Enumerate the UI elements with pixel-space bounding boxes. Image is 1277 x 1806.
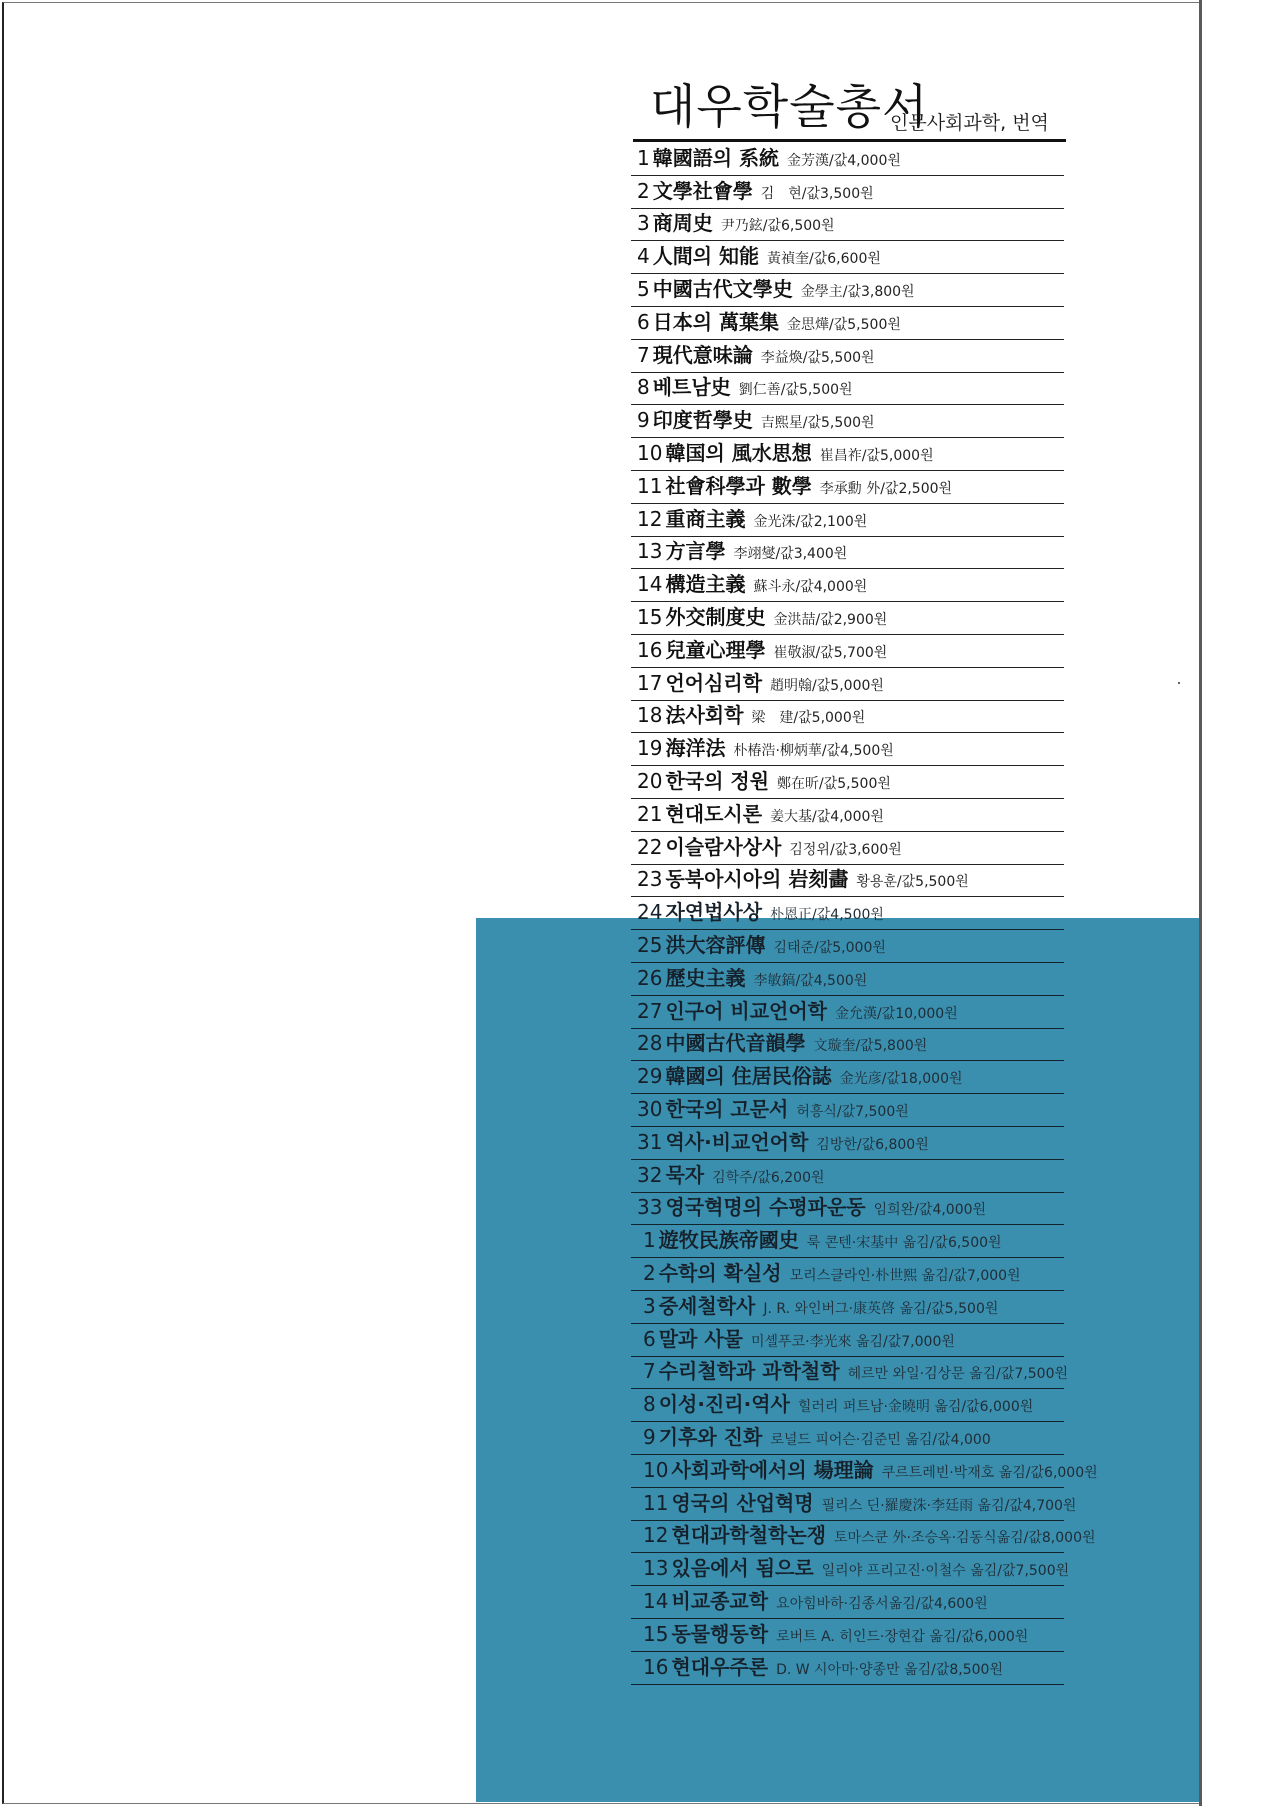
item-author-price: 허흥식/값7,500원 [796,1103,909,1120]
item-number: 13 [643,1556,669,1581]
item-number: 6 [637,309,650,334]
list-item [631,274,1064,307]
item-title: 현대우주론 [671,1654,769,1679]
item-author-price: 尹乃鉉/값6,500원 [720,218,835,235]
item-title: 中國古代文學史 [652,276,793,301]
list-item [631,1061,1064,1094]
list-item-text [637,1191,986,1220]
item-title: 方言學 [665,539,726,564]
item-number: 29 [637,1064,663,1089]
item-number: 24 [637,900,663,925]
item-author-price: 김학주/값6,200원 [712,1169,825,1186]
item-author-price: 吉熙星/값5,500원 [760,415,875,432]
item-title: 역사·비교언어학 [665,1129,809,1154]
list-item [631,1488,1077,1521]
item-author-price: 미셸푸코·李光來 옮김/값7,000원 [750,1333,955,1350]
item-number: 7 [637,342,650,367]
book-list [631,143,1064,897]
speck-mark [1178,682,1180,684]
item-number: 16 [643,1654,669,1679]
item-number: 3 [643,1293,656,1318]
item-author-price: 趙明翰/값5,000원 [770,677,884,694]
item-title: 현대도시론 [665,801,763,826]
list-item [631,832,1064,865]
item-number: 14 [637,572,663,597]
item-author-price: 일리야 프리고진·이철수 옮김/값7,500원 [821,1563,1070,1580]
list-item-text [643,1618,1028,1647]
item-author-price: 李承勳 外/값2,500원 [819,480,953,497]
list-item-text [643,1552,1069,1581]
item-author-price: 金允漢/값10,000원 [834,1005,958,1022]
item-title: 洪大容評傳 [665,932,766,957]
item-title: 인구어 비교언어학 [665,998,827,1023]
item-author-price: 힐러리 퍼트남·金曉明 옮김/값6,000원 [797,1399,1034,1416]
list-item-text [637,404,875,433]
item-number: 17 [637,670,663,695]
item-author-price: 文璇奎/값5,800원 [813,1038,928,1055]
list-item-text [643,1257,1021,1286]
item-number: 28 [637,1031,663,1056]
list-item-text [643,1421,991,1450]
list-item [631,799,1064,832]
list-item [631,635,1064,668]
list-item [631,307,1064,340]
item-number: 18 [637,703,663,728]
list-item [631,1127,1064,1160]
list-item-text [643,1585,988,1614]
item-title: 重商主義 [665,506,746,531]
list-item-text [637,634,887,663]
item-title: 영국혁명의 수평파운동 [665,1195,866,1220]
item-title: 日本의 萬葉集 [652,309,780,334]
list-item [631,668,1064,701]
item-author-price: 崔敬淑/값5,700원 [773,644,888,661]
item-author-price: 로버트 A. 히인드·장현갑 옮김/값6,000원 [776,1628,1029,1645]
list-item-text [637,1126,929,1155]
item-number: 22 [637,834,663,859]
item-author-price: 김 현/값3,500원 [760,185,874,202]
item-title: 말과 사물 [658,1326,743,1351]
item-title: 遊牧民族帝國史 [658,1228,799,1253]
item-number: 31 [637,1129,663,1154]
item-title: 兒童心理學 [665,637,766,662]
list-item-text [637,732,894,761]
item-number: 19 [637,736,663,761]
list-item [631,504,1064,537]
item-title: 사회과학에서의 場理論 [671,1457,874,1482]
item-author-price: 로널드 피어슨·김준민 옮김/값4,000 [770,1431,991,1448]
list-item [631,865,1064,898]
list-item-text [643,1355,1068,1384]
item-number: 2 [643,1260,656,1285]
list-item-text [637,503,867,532]
item-title: 中國古代音韻學 [665,1031,806,1056]
list-item [631,1258,1064,1291]
list-item-text [637,437,934,466]
item-title: 기후와 진화 [658,1424,763,1449]
item-number: 15 [643,1621,669,1646]
list-item-text [637,798,884,827]
item-title: 社會科學과 數學 [665,473,812,498]
item-author-price: 劉仁善/값5,500원 [738,382,853,399]
item-title: 한국의 고문서 [665,1096,789,1121]
item-number: 20 [637,768,663,793]
list-item-text [637,142,901,171]
list-item [631,1225,1064,1258]
item-title: 이슬람사상사 [665,834,782,859]
translation-list [631,1225,1098,1684]
list-item [631,733,1064,766]
list-item [631,143,1064,176]
item-author-price: 李翊燮/값3,400원 [733,546,848,563]
item-title: 商周史 [652,211,713,236]
item-author-price: 李敏鎬/값4,500원 [753,972,868,989]
list-item [631,996,1064,1029]
series-subtitle: 인문사회과학, 번역 [890,112,1049,134]
item-number: 11 [643,1490,669,1515]
list-item [631,1160,1064,1193]
list-item-text [637,765,891,794]
item-number: 11 [637,473,663,498]
list-item-text [637,601,887,630]
item-title: 중세철학사 [658,1293,756,1318]
list-item-text [643,1323,955,1352]
list-item [631,602,1064,635]
item-title: 이성·진리·역사 [658,1392,790,1417]
item-author-price: 金芳漢/값4,000원 [787,152,901,169]
item-author-price: 김태준/값5,000원 [773,939,886,956]
list-item-text [637,667,884,696]
list-item-text [637,929,886,958]
item-author-price: 룩 콘텐·宋基中 옮김/값6,500원 [806,1235,1002,1252]
list-item-text [637,470,952,499]
item-author-price: 임희완/값4,000원 [873,1202,987,1219]
item-number: 12 [637,506,663,531]
list-item [631,438,1064,471]
list-item [631,1094,1064,1127]
item-title: 한국의 정원 [665,768,770,793]
list-item [631,537,1064,570]
list-item-text [637,863,969,892]
item-title: 영국의 산업혁명 [671,1490,814,1515]
list-item [631,176,1064,209]
item-title: 歷史主義 [665,965,746,990]
item-title: 文學社會學 [652,178,753,203]
item-title: 비교종교학 [671,1588,769,1613]
item-author-price: D. W 시아마·양종만 옮김/값8,500원 [776,1661,1003,1678]
item-title: 묵자 [665,1162,705,1187]
item-number: 1 [637,145,650,170]
list-item-text [637,207,835,236]
list-item [631,1652,1064,1685]
item-number: 15 [637,604,663,629]
item-number: 9 [637,408,650,433]
list-item-text [637,831,902,860]
list-item [631,209,1064,242]
list-item-text [643,1454,1098,1483]
item-author-price: 필리스 딘·羅慶洙·李廷雨 옮김/값4,700원 [821,1497,1077,1514]
item-author-price: 金光彦/값18,000원 [839,1071,963,1088]
list-item-text [643,1224,1002,1253]
list-item [631,1389,1064,1422]
item-number: 10 [643,1457,669,1482]
item-author-price: 蘇斗永/값4,000원 [753,579,868,596]
list-item-text [637,699,865,728]
item-title: 印度哲學史 [652,408,753,433]
item-number: 21 [637,801,663,826]
list-item-text [637,306,901,335]
list-item [631,1553,1070,1586]
item-number: 14 [643,1588,669,1613]
list-item [631,405,1064,438]
list-item-text [637,1093,909,1122]
list-item [631,1357,1069,1390]
item-author-price: 김방한/값6,800원 [816,1136,929,1153]
item-author-price: 金光洙/값2,100원 [753,513,868,530]
item-title: 베트남史 [652,375,731,400]
series-header [650,78,1070,142]
page-edge [1199,0,1202,1806]
item-number: 23 [637,867,663,892]
list-item [631,241,1064,274]
item-author-price: 姜大基/값4,000원 [770,808,884,825]
list-item [631,1324,1064,1357]
item-number: 7 [643,1359,656,1384]
item-title: 동물행동학 [671,1621,769,1646]
list-item-text [637,962,867,991]
item-title: 현대과학철학논쟁 [671,1523,827,1548]
item-title: 있음에서 됨으로 [671,1556,814,1581]
list-item-text [643,1651,1003,1680]
item-number: 8 [643,1392,656,1417]
item-author-price: 崔昌祚/값5,000원 [819,447,934,464]
list-item [631,1521,1096,1554]
item-author-price: 金學主/값3,800원 [800,283,915,300]
item-author-price: 헤르만 와일·김상문 옮김/값7,500원 [847,1366,1069,1383]
item-number: 6 [643,1326,656,1351]
list-item-text [637,995,958,1024]
item-number: 2 [637,178,650,203]
item-author-price: 모리스클라인·朴世熙 옮김/값7,000원 [789,1267,1021,1284]
item-number: 12 [643,1523,669,1548]
item-number: 8 [637,375,650,400]
item-author-price: 쿠르트레빈·박재호 옮김/값6,000원 [881,1464,1098,1481]
item-author-price: 朴椿浩·柳炳華/값4,500원 [733,743,894,760]
item-title: 人間의 知能 [652,244,760,269]
list-item [631,701,1064,734]
item-number: 4 [637,244,650,269]
item-title: 外交制度史 [665,604,766,629]
item-title: 韓國語의 系統 [652,145,780,170]
list-item-text [637,273,915,302]
item-number: 33 [637,1195,663,1220]
item-number: 30 [637,1096,663,1121]
list-item [631,373,1064,406]
list-item [631,471,1064,504]
list-item-text [637,1027,927,1056]
item-title: 수리철학과 과학철학 [658,1359,840,1384]
item-number: 10 [637,440,663,465]
item-title: 자연법사상 [665,900,763,925]
list-item [631,1029,1064,1062]
item-author-price: 토마스쿤 外·조승옥·김동식옮김/값8,000원 [834,1530,1096,1547]
list-item [631,1586,1064,1619]
list-item-text [637,339,875,368]
item-number: 32 [637,1162,663,1187]
list-item [631,1422,1064,1455]
list-item-text [637,568,867,597]
list-item-text [643,1519,1096,1548]
list-item-text [637,175,874,204]
item-number: 27 [637,998,663,1023]
list-item-text [643,1290,998,1319]
item-title: 構造主義 [665,572,746,597]
item-author-price: 金洪喆/값2,900원 [773,611,888,628]
item-author-price: 요아힘바하·김종서옮김/값4,600원 [776,1595,988,1612]
item-number: 13 [637,539,663,564]
item-title: 수학의 확실성 [658,1260,782,1285]
list-item-text [637,535,847,564]
item-title: 언어심리학 [665,670,763,695]
item-author-price: 李益煥/값5,500원 [760,349,875,366]
list-item-text [637,371,853,400]
list-item-text [643,1487,1076,1516]
item-author-price: 김정위/값3,600원 [789,841,902,858]
item-title: 現代意味論 [652,342,753,367]
item-number: 16 [637,637,663,662]
list-item [631,1619,1064,1652]
item-title: 韓国의 風水思想 [665,440,812,465]
list-item [631,897,1064,930]
list-item-text [637,1159,825,1188]
list-item-text [637,896,884,925]
list-item [631,930,1064,963]
list-item [631,963,1064,996]
item-number: 25 [637,932,663,957]
item-number: 9 [643,1424,656,1449]
book-list-panel [631,897,1064,1225]
item-number: 3 [637,211,650,236]
item-title: 海洋法 [665,736,726,761]
item-title: 韓國의 住居民俗誌 [665,1064,832,1089]
list-item [631,1455,1098,1488]
item-number: 1 [643,1228,656,1253]
item-author-price: J. R. 와인버그·康英啓 옮김/값5,500원 [763,1300,999,1317]
item-author-price: 황용훈/값5,500원 [856,874,969,891]
list-item [631,340,1064,373]
item-number: 26 [637,965,663,990]
list-item-text [643,1388,1033,1417]
item-number: 5 [637,276,650,301]
item-author-price: 黃禎奎/값6,600원 [767,251,881,268]
list-item-text [637,1060,963,1089]
item-author-price: 梁 建/값5,000원 [751,710,866,727]
item-title: 동북아시아의 岩刻畵 [665,867,849,892]
list-item [631,766,1064,799]
list-item [631,1193,1064,1226]
list-item [631,1291,1064,1324]
list-item-text [637,240,881,269]
item-author-price: 金思燁/값5,500원 [787,316,901,333]
item-title: 法사회학 [665,703,744,728]
item-author-price: 朴恩正/값4,500원 [770,907,884,924]
item-author-price: 鄭在昕/값5,500원 [777,775,891,792]
series-title: 대우학술총서 [650,80,929,135]
list-item [631,569,1064,602]
